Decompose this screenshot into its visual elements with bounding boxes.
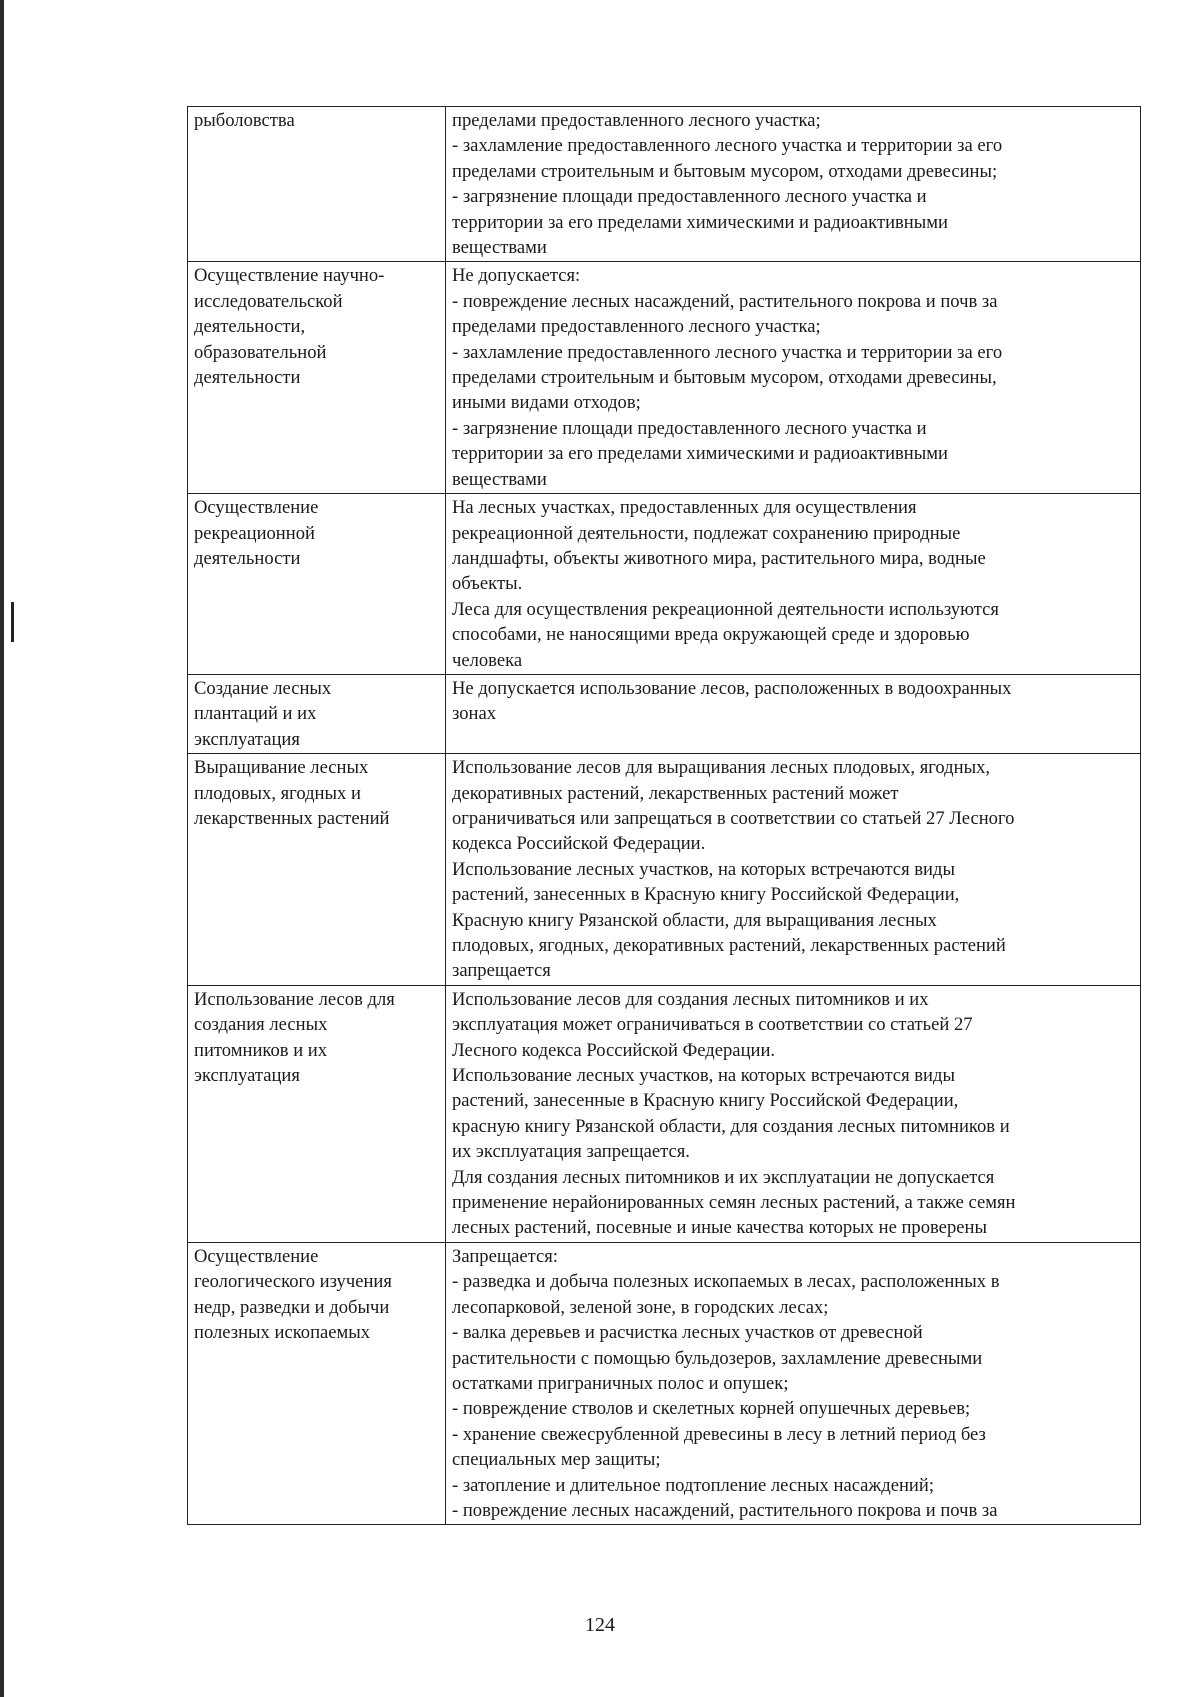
activity-line: полезных ископаемых — [194, 1322, 371, 1344]
rule-line: территории за его пределами химическими и радиоактивными — [452, 443, 948, 465]
rule-line: Запрещается: — [452, 1245, 558, 1267]
rule-line: кодекса Российской Федерации. — [452, 833, 706, 855]
rule-cell — [446, 1242, 1141, 1524]
rule-line: - повреждение стволов и скелетных корней опушечных деревьев; — [452, 1398, 971, 1420]
rule-line: лесных растений, посевные и иные качества которых не проверены — [452, 1217, 987, 1239]
activity-line: деятельности — [194, 367, 301, 389]
rule-line: пределами предоставленного лесного участка; — [452, 110, 821, 131]
rule-line: зонах — [452, 703, 497, 725]
activity-line: геологического изучения — [194, 1271, 392, 1293]
rule-line: Использование лесов для выращивания лесных плодовых, ягодных, — [452, 757, 991, 779]
rule-line: декоративных растений, лекарственных растений может — [452, 782, 899, 804]
activity-line: деятельности — [194, 547, 301, 569]
scan-left-edge — [0, 0, 4, 1697]
activity-line: питомников и их — [194, 1039, 328, 1061]
rule-line: пределами строительным и бытовым мусором, отходами древесины; — [452, 160, 998, 182]
rule-line: Для создания лесных питомников и их эксплуатации не допускается — [452, 1166, 995, 1188]
activity-cell — [188, 674, 446, 753]
rule-line: - повреждение лесных насаждений, растительного покрова и почв за — [452, 290, 998, 312]
rule-line: плодовых, ягодных, декоративных растений, лекарственных растений — [452, 935, 1006, 956]
rule-line: Не допускается использование лесов, расположенных в водоохранных — [452, 677, 1012, 699]
activity-cell — [188, 1242, 446, 1524]
rule-line: человека — [452, 649, 523, 671]
rule-line: - хранение свежесрубленной древесины в лесу в летний период без — [452, 1423, 986, 1445]
rule-cell — [446, 107, 1141, 262]
activity-line: плодовых, ягодных и — [194, 782, 361, 804]
rule-line: растений, занесенные в Красную книгу Российской Федерации, — [452, 1090, 959, 1112]
rule-cell — [446, 985, 1141, 1242]
rule-cell — [446, 754, 1141, 986]
rule-line: лесопарковой, зеленой зоне, в городских лесах; — [452, 1296, 829, 1318]
rule-line: пределами строительным и бытовым мусором, отходами древесины, — [452, 367, 997, 389]
activity-cell — [188, 262, 446, 494]
rule-line: ландшафты, объекты животного мира, растительного мира, водные — [452, 547, 986, 569]
rule-line: Красную книгу Рязанской области, для выращивания лесных — [452, 909, 937, 931]
rule-line: На лесных участках, предоставленных для осуществления — [452, 497, 917, 519]
table-row — [188, 262, 1141, 494]
rule-line: веществами — [452, 468, 547, 490]
rule-line: - валка деревьев и расчистка лесных участков от древесной — [452, 1322, 923, 1344]
rule-line: - захламление предоставленного лесного участка и территории за его — [452, 135, 1003, 157]
activity-line: деятельности, — [194, 316, 306, 338]
scan-binding-mark — [11, 602, 14, 642]
rule-line: специальных мер защиты; — [452, 1449, 661, 1471]
rule-line: Использование лесных участков, на которых встречаются виды — [452, 1065, 955, 1087]
activity-line: эксплуатация — [194, 1065, 300, 1087]
activity-line: плантаций и их — [194, 703, 317, 725]
rule-line: Не допускается: — [452, 265, 581, 287]
rule-line: ограничиваться или запрещаться в соответствии со статьей 27 Лесного — [452, 807, 1015, 829]
table-body — [188, 107, 1141, 1525]
rule-line: их эксплуатация запрещается. — [452, 1141, 690, 1163]
rule-cell — [446, 262, 1141, 494]
rule-line: Использование лесов для создания лесных питомников и их — [452, 988, 929, 1010]
rule-line: - затопление и длительное подтопление лесных насаждений; — [452, 1474, 935, 1496]
rule-line: красную книгу Рязанской области, для создания лесных питомников и — [452, 1115, 1010, 1137]
rule-line: запрещается — [452, 960, 551, 982]
rule-cell — [446, 674, 1141, 753]
activity-line: недр, разведки и добычи — [194, 1296, 390, 1318]
activity-line: исследовательской — [194, 290, 343, 312]
activity-line: лекарственных растений — [194, 807, 390, 829]
rule-line: растений, занесенных в Красную книгу Российской Федерации, — [452, 884, 960, 906]
activity-cell — [188, 985, 446, 1242]
activity-line: образовательной — [194, 341, 327, 363]
activity-line: рекреационной — [194, 522, 315, 544]
rule-line: - захламление предоставленного лесного участка и территории за его — [452, 341, 1003, 363]
rule-line: иными видами отходов; — [452, 392, 641, 414]
rule-line: применение нерайонированных семян лесных растений, а также семян — [452, 1192, 1016, 1214]
rule-line: остатками приграничных полос и опушек; — [452, 1372, 789, 1394]
table-row — [188, 1242, 1141, 1524]
rule-line: - загрязнение площади предоставленного лесного участка и — [452, 186, 927, 208]
table-row — [188, 674, 1141, 753]
rule-cell — [446, 494, 1141, 675]
activity-line: эксплуатация — [194, 728, 300, 750]
activity-line: Выращивание лесных — [194, 757, 369, 779]
activity-cell — [188, 107, 446, 262]
rule-line: Использование лесных участков, на которых встречаются виды — [452, 858, 955, 880]
activity-cell — [188, 754, 446, 986]
rule-line: - повреждение лесных насаждений, растительного покрова и почв за — [452, 1499, 998, 1521]
activity-line: рыболовства — [194, 110, 295, 131]
table-row — [188, 107, 1141, 262]
rule-line: растительности с помощью бульдозеров, захламление древесными — [452, 1347, 983, 1369]
activity-line: Осуществление научно- — [194, 265, 385, 287]
rule-line: объекты. — [452, 573, 523, 595]
table-row — [188, 494, 1141, 675]
rule-line: веществами — [452, 237, 547, 259]
activity-line: создания лесных — [194, 1014, 328, 1036]
rule-line: эксплуатация может ограничиваться в соответствии со статьей 27 — [452, 1014, 973, 1036]
activity-line: Использование лесов для — [194, 988, 395, 1010]
rule-line: рекреационной деятельности, подлежат сохранению природные — [452, 522, 961, 544]
rule-line: - разведка и добыча полезных ископаемых в лесах, расположенных в — [452, 1271, 1000, 1293]
activity-line: Создание лесных — [194, 677, 332, 699]
table-row — [188, 754, 1141, 986]
rule-line: - загрязнение площади предоставленного лесного участка и — [452, 417, 927, 439]
forest-use-rules-table — [187, 106, 1141, 1525]
activity-line: Осуществление — [194, 497, 319, 519]
table-row — [188, 985, 1141, 1242]
activity-cell — [188, 494, 446, 675]
activity-line: Осуществление — [194, 1245, 319, 1267]
rule-line: Леса для осуществления рекреационной деятельности используются — [452, 598, 999, 620]
page-number: 124 — [585, 1614, 615, 1636]
rule-line: пределами предоставленного лесного участка; — [452, 316, 821, 338]
rule-line: Лесного кодекса Российской Федерации. — [452, 1039, 776, 1061]
rule-line: территории за его пределами химическими и радиоактивными — [452, 211, 948, 233]
rule-line: способами, не наносящими вреда окружающей среде и здоровью — [452, 624, 970, 646]
